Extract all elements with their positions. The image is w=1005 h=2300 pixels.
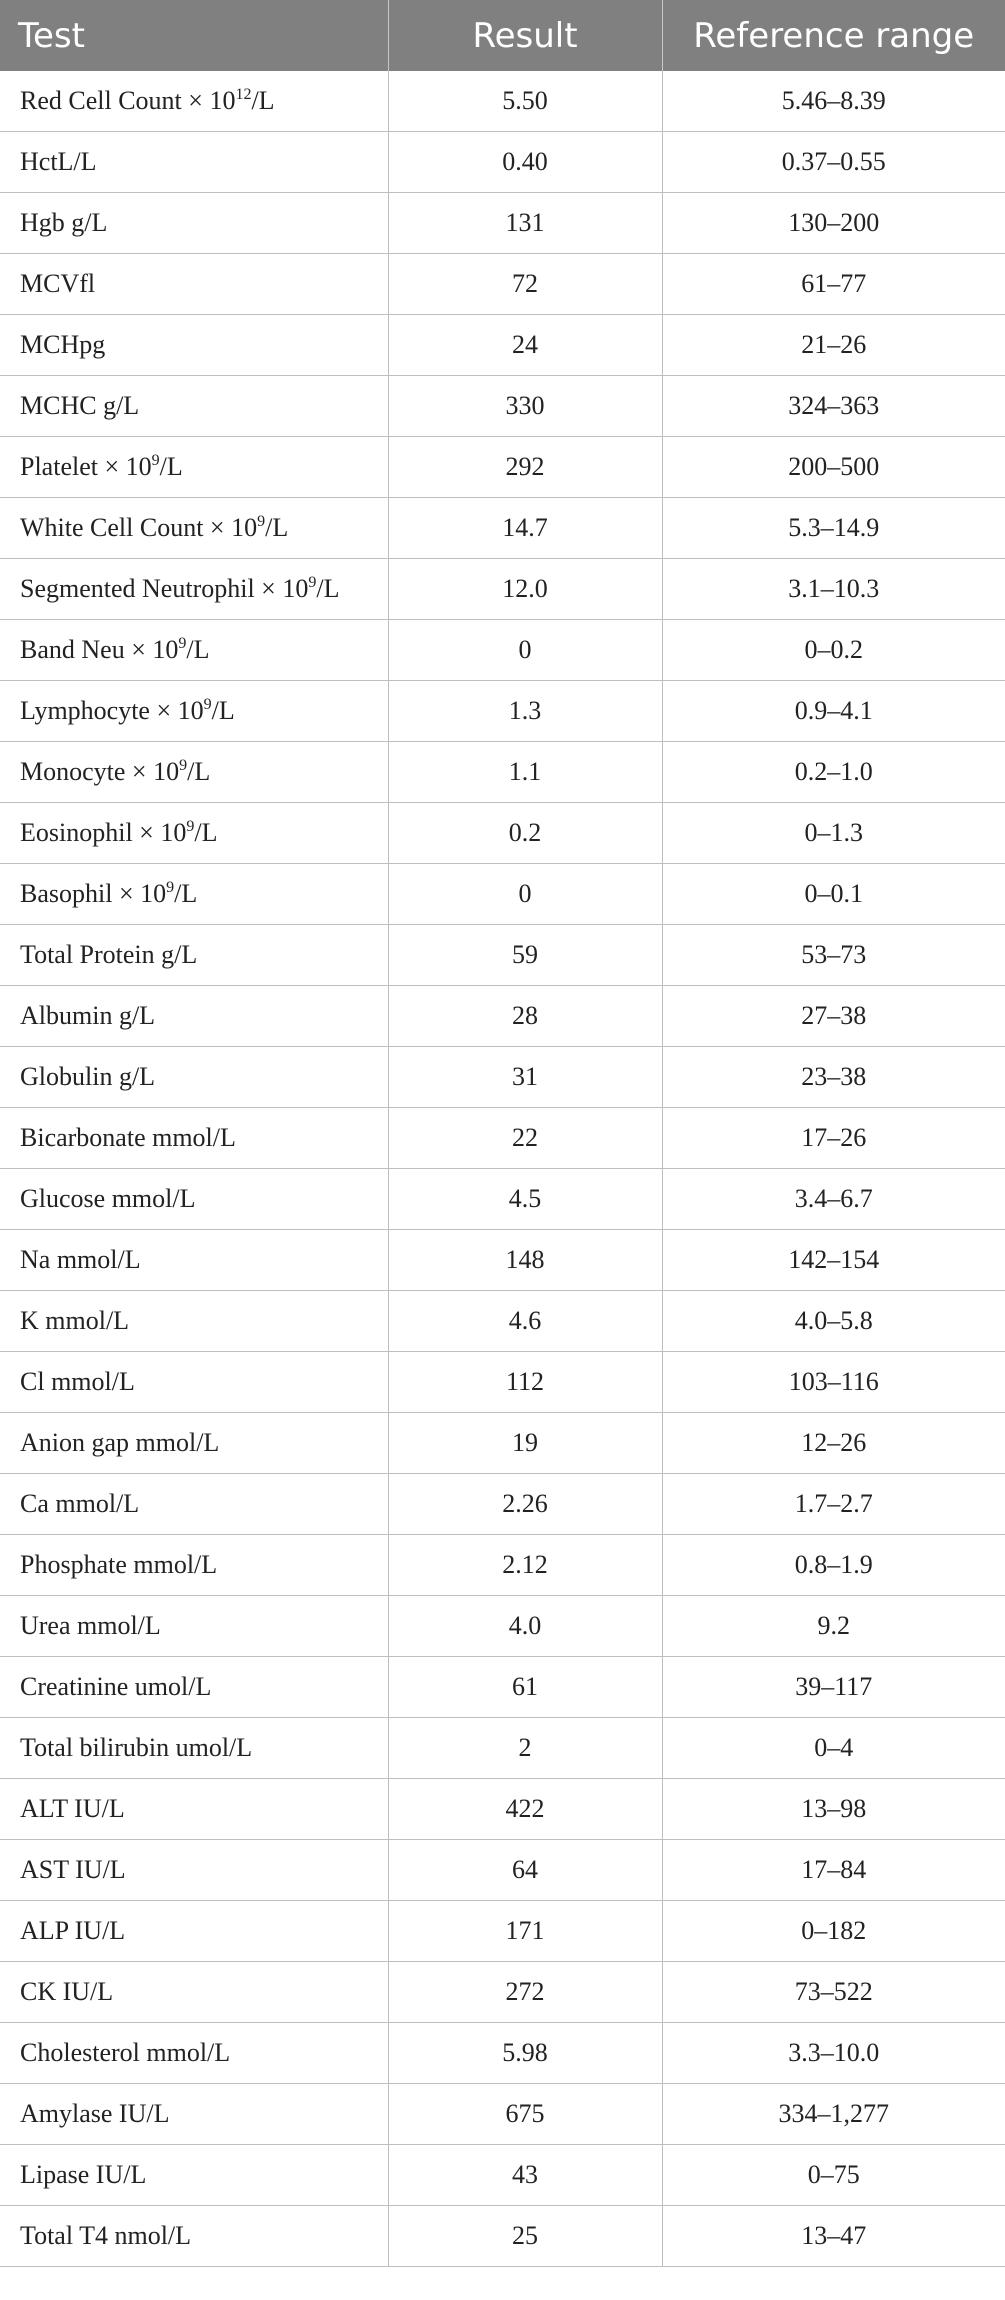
test-name-cell [0,1352,388,1413]
reference-range-cell: 21–26 [662,315,1005,376]
test-name: Total bilirubin umol/L [20,1733,253,1762]
test-name-cell [0,1962,388,2023]
test-name: CK IU/L [20,1977,114,2006]
test-unit: /L [187,757,211,786]
test-name-cell [0,1230,388,1291]
test-name-cell [0,1291,388,1352]
test-name: MCHpg [20,330,106,359]
test-name-cell [0,2145,388,2206]
table-row [0,1230,1005,1291]
result-cell: 4.5 [388,1169,662,1230]
reference-range-cell: 103–116 [662,1352,1005,1413]
test-name-cell [0,1901,388,1962]
test-name: Red Cell Count × 10 [20,86,236,115]
result-cell: 422 [388,1779,662,1840]
result-cell: 112 [388,1352,662,1413]
test-name-cell [0,376,388,437]
reference-range-cell: 5.3–14.9 [662,498,1005,559]
reference-range-cell: 0.37–0.55 [662,132,1005,193]
table-row [0,315,1005,376]
test-name-cell [0,498,388,559]
result-cell: 4.6 [388,1291,662,1352]
reference-range-cell: 61–77 [662,254,1005,315]
test-name-cell [0,1535,388,1596]
result-cell: 24 [388,315,662,376]
reference-range-cell: 39–117 [662,1657,1005,1718]
reference-range-cell: 1.7–2.7 [662,1474,1005,1535]
test-name: ALT IU/L [20,1794,125,1823]
test-name: Creatinine umol/L [20,1672,212,1701]
test-name-cell [0,1840,388,1901]
header-test: Test [0,0,388,71]
test-name: Band Neu × 10 [20,635,179,664]
result-cell: 0 [388,864,662,925]
reference-range-cell: 0–1.3 [662,803,1005,864]
test-name: Lipase IU/L [20,2160,147,2189]
test-name: Glucose mmol/L [20,1184,196,1213]
table-row [0,1596,1005,1657]
test-unit: /L [186,635,210,664]
table-row [0,925,1005,986]
result-cell: 2.12 [388,1535,662,1596]
table-row [0,1108,1005,1169]
test-exponent: 9 [166,879,175,896]
result-cell: 61 [388,1657,662,1718]
test-name: Cl mmol/L [20,1367,135,1396]
reference-range-cell: 4.0–5.8 [662,1291,1005,1352]
test-name: Albumin g/L [20,1001,156,1030]
test-name-cell [0,925,388,986]
table-row [0,2023,1005,2084]
test-name: ALP IU/L [20,1916,126,1945]
reference-range-cell: 0–182 [662,1901,1005,1962]
table-row [0,2084,1005,2145]
result-cell: 14.7 [388,498,662,559]
table-row [0,1169,1005,1230]
table-row [0,193,1005,254]
test-name: Amylase IU/L [20,2099,170,2128]
test-name-cell [0,1718,388,1779]
test-exponent: 9 [151,452,160,469]
reference-range-cell: 130–200 [662,193,1005,254]
reference-range-cell: 0–0.2 [662,620,1005,681]
test-name: Hgb g/L [20,208,108,237]
test-name: Cholesterol mmol/L [20,2038,231,2067]
test-name: Platelet × 10 [20,452,152,481]
test-exponent: 9 [186,818,195,835]
header-reference-range: Reference range [662,0,1005,71]
test-name: MCHC g/L [20,391,140,420]
test-name-cell [0,193,388,254]
result-cell: 675 [388,2084,662,2145]
result-cell: 0.40 [388,132,662,193]
reference-range-cell: 5.46–8.39 [662,71,1005,132]
test-name: Total Protein g/L [20,940,198,969]
reference-range-cell: 12–26 [662,1413,1005,1474]
test-name: Eosinophil × 10 [20,818,187,847]
table-row [0,1291,1005,1352]
test-name-cell [0,1169,388,1230]
result-cell: 22 [388,1108,662,1169]
test-unit: /L [316,574,340,603]
reference-range-cell: 0.9–4.1 [662,681,1005,742]
table-row [0,1901,1005,1962]
test-name-cell [0,1596,388,1657]
table-row [0,1352,1005,1413]
test-name-cell [0,2206,388,2267]
table-row [0,1657,1005,1718]
reference-range-cell: 9.2 [662,1596,1005,1657]
result-cell: 43 [388,2145,662,2206]
test-exponent: 9 [178,635,187,652]
reference-range-cell: 23–38 [662,1047,1005,1108]
test-name: Urea mmol/L [20,1611,161,1640]
result-cell: 5.50 [388,71,662,132]
test-name-cell [0,132,388,193]
reference-range-cell: 53–73 [662,925,1005,986]
reference-range-cell: 3.4–6.7 [662,1169,1005,1230]
header-result: Result [388,0,662,71]
test-name-cell [0,71,388,132]
test-name: Phosphate mmol/L [20,1550,218,1579]
table-row [0,1047,1005,1108]
table-row [0,2145,1005,2206]
table-row [0,620,1005,681]
table-row [0,1535,1005,1596]
test-exponent: 9 [203,696,212,713]
test-name: Globulin g/L [20,1062,156,1091]
table-row [0,254,1005,315]
test-unit: /L [211,696,235,725]
test-unit: /L [194,818,218,847]
table-row [0,437,1005,498]
result-cell: 292 [388,437,662,498]
test-unit: /L [174,879,198,908]
result-cell: 131 [388,193,662,254]
test-name: Na mmol/L [20,1245,141,1274]
table-header [0,0,1005,71]
result-cell: 171 [388,1901,662,1962]
reference-range-cell: 3.1–10.3 [662,559,1005,620]
test-name-cell [0,1657,388,1718]
test-name: Bicarbonate mmol/L [20,1123,236,1152]
test-name-cell [0,620,388,681]
reference-range-cell: 13–47 [662,2206,1005,2267]
test-name-cell [0,742,388,803]
table-row [0,742,1005,803]
test-name: MCVfl [20,269,96,298]
test-name: K mmol/L [20,1306,130,1335]
reference-range-cell: 0.8–1.9 [662,1535,1005,1596]
reference-range-cell: 200–500 [662,437,1005,498]
test-name-cell [0,315,388,376]
test-name: White Cell Count × 10 [20,513,258,542]
reference-range-cell: 13–98 [662,1779,1005,1840]
result-cell: 1.3 [388,681,662,742]
test-name-cell [0,2023,388,2084]
test-name-cell [0,1413,388,1474]
test-name-cell [0,1474,388,1535]
result-cell: 72 [388,254,662,315]
header-row [0,0,1005,71]
test-name: HctL/L [20,147,97,176]
test-name-cell [0,559,388,620]
table-body [0,71,1005,2267]
test-name: Ca mmol/L [20,1489,140,1518]
test-name-cell [0,1779,388,1840]
reference-range-cell: 0–0.1 [662,864,1005,925]
test-name-cell [0,1108,388,1169]
reference-range-cell: 324–363 [662,376,1005,437]
test-name: Lymphocyte × 10 [20,696,204,725]
test-name: Monocyte × 10 [20,757,180,786]
test-exponent: 9 [257,513,266,530]
reference-range-cell: 142–154 [662,1230,1005,1291]
reference-range-cell: 0–4 [662,1718,1005,1779]
result-cell: 1.1 [388,742,662,803]
table-row [0,1413,1005,1474]
result-cell: 64 [388,1840,662,1901]
table-row [0,1840,1005,1901]
test-name-cell [0,803,388,864]
table-row [0,1779,1005,1840]
test-name-cell [0,437,388,498]
test-name-cell [0,254,388,315]
reference-range-cell: 73–522 [662,1962,1005,2023]
test-name: Total T4 nmol/L [20,2221,192,2250]
reference-range-cell: 0.2–1.0 [662,742,1005,803]
result-cell: 148 [388,1230,662,1291]
test-exponent: 9 [308,574,317,591]
result-cell: 2.26 [388,1474,662,1535]
result-cell: 12.0 [388,559,662,620]
result-cell: 0.2 [388,803,662,864]
table-row [0,498,1005,559]
test-exponent: 12 [235,86,252,103]
table-row [0,681,1005,742]
test-name-cell [0,986,388,1047]
result-cell: 2 [388,1718,662,1779]
table-row [0,986,1005,1047]
result-cell: 31 [388,1047,662,1108]
table-row [0,71,1005,132]
table-row [0,1962,1005,2023]
result-cell: 272 [388,1962,662,2023]
reference-range-cell: 17–84 [662,1840,1005,1901]
table-row [0,803,1005,864]
table-row [0,864,1005,925]
test-name: AST IU/L [20,1855,126,1884]
test-name: Segmented Neutrophil × 10 [20,574,309,603]
result-cell: 25 [388,2206,662,2267]
result-cell: 19 [388,1413,662,1474]
test-name: Anion gap mmol/L [20,1428,220,1457]
table-row [0,1718,1005,1779]
table-row [0,1474,1005,1535]
reference-range-cell: 334–1,277 [662,2084,1005,2145]
result-cell: 330 [388,376,662,437]
table-row [0,132,1005,193]
result-cell: 5.98 [388,2023,662,2084]
table-row [0,559,1005,620]
test-unit: /L [251,86,275,115]
test-unit: /L [265,513,289,542]
reference-range-cell: 27–38 [662,986,1005,1047]
test-name-cell [0,2084,388,2145]
table-row [0,376,1005,437]
reference-range-cell: 3.3–10.0 [662,2023,1005,2084]
test-name-cell [0,681,388,742]
reference-range-cell: 17–26 [662,1108,1005,1169]
table-row [0,2206,1005,2267]
result-cell: 28 [388,986,662,1047]
result-cell: 0 [388,620,662,681]
result-cell: 59 [388,925,662,986]
test-name-cell [0,864,388,925]
reference-range-cell: 0–75 [662,2145,1005,2206]
test-unit: /L [159,452,183,481]
test-exponent: 9 [179,757,188,774]
result-cell: 4.0 [388,1596,662,1657]
test-name-cell [0,1047,388,1108]
test-name: Basophil × 10 [20,879,167,908]
